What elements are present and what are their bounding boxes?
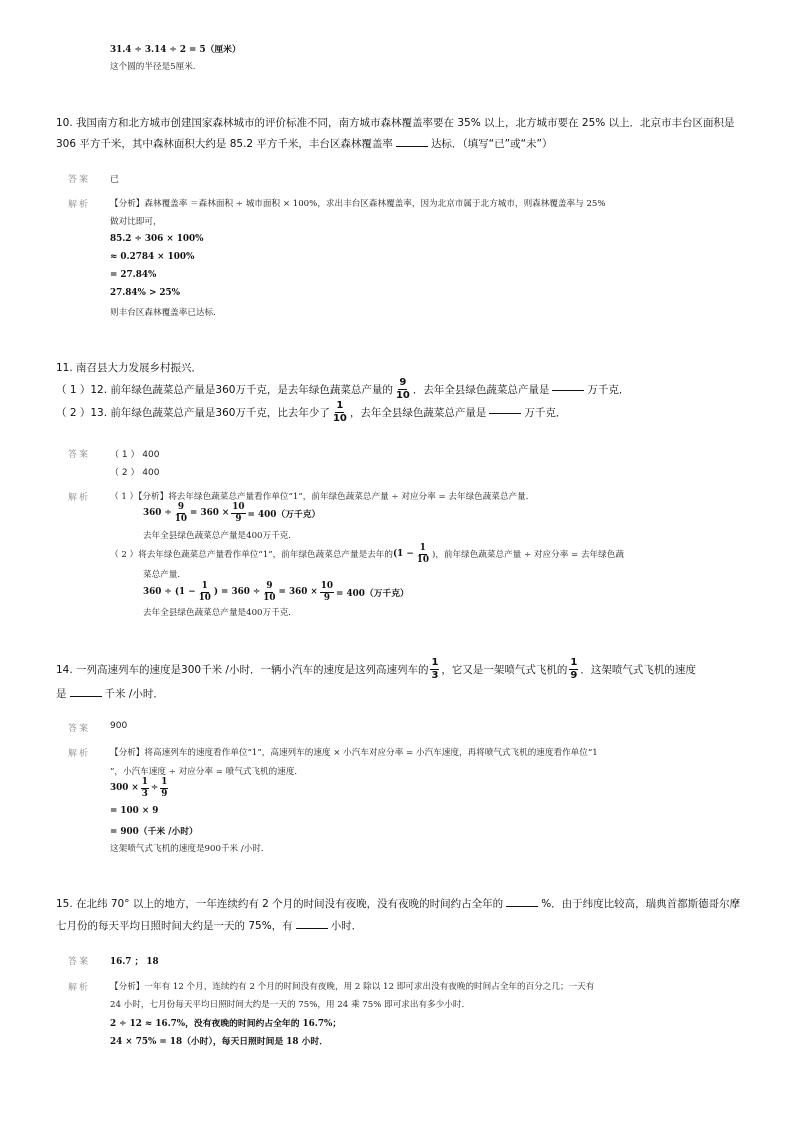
- text-segment: 15. 在北纬 70° 以上的地方，一年连续约有 2 个月的时间没有夜晚，没有夜晚的时间约占全年的: [56, 898, 504, 910]
- math-segment: = 360 ×: [278, 587, 318, 598]
- q11-title: 11. 南召县大力发展乡村振兴．: [56, 362, 203, 374]
- fraction-denominator: 9: [323, 592, 330, 603]
- fraction-denominator: 10: [416, 554, 429, 565]
- q14-math-1: [110, 778, 170, 799]
- text-segment: 小时．: [330, 920, 363, 932]
- fraction-numerator: 9: [266, 581, 273, 591]
- math-fraction: [174, 503, 188, 524]
- fraction-denominator: 10: [395, 390, 410, 401]
- math-fraction: [416, 544, 430, 565]
- fraction-numerator: 1: [419, 543, 426, 553]
- q14-fraction-1: [430, 658, 439, 681]
- q15-exp-line1: 【分析】一年有 12 个月，连续约有 2 个月的时间没有夜晚，用 2 除以 12 即可求出没有夜晚的时间占全年的百分之几；一天有: [110, 982, 595, 992]
- q14-fraction-2: [569, 658, 578, 681]
- math-segment: ) = 360 ÷: [213, 587, 261, 598]
- fraction-numerator: 1: [336, 400, 344, 411]
- q14-analysis-label: 解析: [68, 749, 91, 759]
- q14-blank[interactable]: [70, 695, 102, 697]
- math-fraction: [231, 503, 245, 524]
- q10-exp-line1: 【分析】森林覆盖率 ＝森林面积 ÷ 城市面积 × 100%，求出丰台区森林覆盖率，因为北京市属于北方城市，则森林覆盖率与 25%: [110, 199, 606, 209]
- q14-answer: 900: [110, 721, 128, 731]
- fraction-numerator: 10: [320, 581, 334, 591]
- q11-exp2-text2: 菜总产量．: [143, 570, 186, 580]
- q14-math-2: = 100 × 9: [110, 806, 159, 816]
- q14-math-3: = 900（千米 /小时）: [110, 827, 198, 837]
- text-segment: 七月份的每天平均日照时间大约是一天的 75%，有: [56, 920, 293, 932]
- q15-exp-line2: 24 小时，七月份每天平均日照时间大约是一天的 75%，用 24 乘 75% 即可求出有多少小时．: [110, 1000, 471, 1010]
- q15-answer-label: 答案: [68, 957, 91, 967]
- top-calc: 31.4 ÷ 3.14 ÷ 2 = 5（厘米）: [110, 45, 241, 55]
- fraction-denominator: 3: [141, 788, 148, 799]
- q10-math-4: 27.84% > 25%: [110, 288, 181, 298]
- math-fraction: [198, 582, 212, 603]
- fraction-denominator: 9: [161, 788, 168, 799]
- q15-text-line1: [56, 896, 740, 911]
- q11-part2-index: （ 2 ）: [56, 407, 91, 419]
- q15-math-2: 24 × 75% = 18（小时），每天日照时间是 18 小时．: [110, 1037, 328, 1047]
- q10-math-3: = 27.84%: [110, 270, 157, 280]
- fraction-numerator: 1: [161, 777, 168, 787]
- fraction-denominator: 3: [431, 670, 439, 681]
- q11-part2-text-a: 13. 前年绿色蔬菜总产量是360万千克，比去年少了: [90, 407, 330, 419]
- fraction-denominator: 10: [332, 413, 347, 424]
- text-segment: （ 2 ）将去年绿色蔬菜总产量看作单位“1”，前年绿色蔬菜总产量是去年的: [110, 550, 393, 561]
- text-segment: )，前年绿色蔬菜总产量 ÷ 对应分率 = 去年绿色蔬: [431, 550, 624, 561]
- q10-text-line2: [56, 136, 552, 151]
- text-segment: %．由于纬度比较高，瑞典首都斯德哥尔摩: [541, 898, 741, 910]
- q11-analysis-label: 解析: [68, 493, 91, 503]
- math-segment: = 400（万千克）: [247, 509, 321, 520]
- math-segment: 360 ÷ (1 −: [143, 587, 196, 598]
- q10-text-line2a: 306 平方千米，其中森林面积大约是 85.2 平方千米，丰台区森林覆盖率: [56, 138, 393, 150]
- q10-math-2: ≈ 0.2784 × 100%: [110, 252, 195, 262]
- text-segment: 千米 /小时．: [104, 688, 164, 700]
- fraction-denominator: 10: [198, 592, 211, 603]
- fraction-numerator: 1: [431, 657, 439, 668]
- q15-math-1: 2 ÷ 12 ≈ 16.7%，没有夜晚的时间约占全年的 16.7%；: [110, 1019, 342, 1029]
- q11-exp2-math: [143, 582, 409, 603]
- top-conclusion: 这个圆的半径是5厘米.: [110, 62, 196, 72]
- q10-math-1: 85.2 ÷ 306 × 100%: [110, 234, 204, 244]
- fraction-numerator: 9: [399, 377, 407, 388]
- fraction-numerator: 1: [141, 777, 148, 787]
- q10-conclusion: 则丰台区森林覆盖率已达标．: [110, 308, 222, 318]
- fraction-denominator: 10: [263, 592, 276, 603]
- q11-exp2-conclusion: 去年全县绿色蔬菜总产量是400万千克．: [143, 608, 297, 618]
- fraction-denominator: 9: [570, 670, 578, 681]
- math-segment: = 360 ×: [190, 508, 230, 519]
- math-fraction: [160, 778, 168, 799]
- q11-answer-label: 答案: [68, 450, 91, 460]
- q15-analysis-label: 解析: [68, 983, 91, 993]
- q10-blank[interactable]: [396, 145, 428, 147]
- q15-text-line2: [56, 918, 362, 933]
- q11-answer-2: （ 2 ） 400: [110, 468, 160, 478]
- q10-text-line1: 10. 我国南方和北方城市创建国家森林城市的评价标准不同，南方城市森林覆盖率要在 35% 以上，北方城市要在 25% 以上．北京市丰台区面积是: [56, 117, 735, 129]
- q11-part2-fraction: [332, 401, 348, 424]
- q11-part1-index: （ 1 ）: [56, 384, 91, 396]
- math-segment: (1 −: [393, 549, 414, 560]
- q10-text-line2b: 达标．（填写“已”或“未”）: [430, 138, 553, 150]
- q11-part1-fraction: [395, 378, 411, 401]
- fraction-numerator: 10: [232, 502, 245, 512]
- fraction-denominator: 10: [174, 513, 188, 524]
- q14-text-line2: [56, 686, 164, 701]
- q11-exp1-text: （ 1 ）【分析】将去年绿色蔬菜总产量看作单位“1”，前年绿色蔬菜总产量 ÷ 对应分率 = 去年绿色蔬菜总产量．: [110, 492, 535, 502]
- fraction-numerator: 1: [201, 581, 208, 591]
- math-segment: 300 ×: [110, 783, 139, 794]
- q11-part2-text-c: 万千克．: [524, 407, 567, 419]
- fraction-numerator: 9: [177, 502, 184, 512]
- q10-answer-label: 答案: [68, 175, 91, 185]
- fraction-denominator: 9: [235, 513, 242, 524]
- q14-conclusion: 这架喷气式飞机的速度是900千米 /小时．: [110, 844, 270, 854]
- q11-exp2-text: [110, 544, 624, 565]
- q11-part2: [56, 401, 566, 424]
- text-segment: ，它又是一架喷气式飞机的: [441, 664, 568, 676]
- q15-blank-1[interactable]: [506, 905, 538, 907]
- q10-answer: 已: [110, 175, 120, 185]
- math-fraction: [262, 582, 276, 603]
- q14-exp-line2: ”，小汽车速度 ÷ 对应分率 = 喷气式飞机的速度．: [110, 767, 304, 777]
- q15-blank-2[interactable]: [296, 927, 328, 929]
- q11-part1-blank[interactable]: [552, 389, 584, 391]
- q11-answer-1: （ 1 ） 400: [110, 450, 160, 460]
- q11-exp1-conclusion: 去年全县绿色蔬菜总产量是400万千克．: [143, 531, 297, 541]
- text-segment: 14. 一列高速列车的速度是300千米 /小时．一辆小汽车的速度是这列高速列车的: [56, 664, 429, 676]
- q14-text-line1: [56, 658, 696, 681]
- q11-part1-text-c: 万千克．: [587, 384, 630, 396]
- q14-answer-label: 答案: [68, 724, 91, 734]
- math-segment: 360 ÷: [143, 508, 172, 519]
- math-fraction: [141, 778, 149, 799]
- math-fraction: [320, 582, 334, 603]
- q11-part2-blank[interactable]: [489, 412, 521, 414]
- q10-analysis-label: 解析: [68, 200, 91, 210]
- q14-exp-line1: 【分析】将高速列车的速度看作单位“1”，高速列车的速度 × 小汽车对应分率 = 小汽车速度，再将喷气式飞机的速度看作单位“1: [110, 748, 598, 758]
- fraction-numerator: 1: [570, 657, 578, 668]
- q11-part1: [56, 378, 629, 401]
- math-segment: ÷: [150, 783, 159, 794]
- q10-exp-line2: 做对比即可，: [110, 217, 162, 227]
- q11-part1-text-b: ．去年全县绿色蔬菜总产量是: [412, 384, 550, 396]
- q11-exp1-math: [143, 503, 320, 524]
- text-segment: ．这架喷气式飞机的速度: [580, 664, 696, 676]
- q15-answer: 16.7 ； 18: [110, 957, 159, 967]
- math-segment: = 400（万千克）: [336, 588, 409, 599]
- text-segment: 是: [56, 688, 67, 700]
- q11-part1-text-a: 12. 前年绿色蔬菜总产量是360万千克，是去年绿色蔬菜总产量的: [90, 384, 393, 396]
- q11-part2-text-b: ，去年全县绿色蔬菜总产量是: [349, 407, 487, 419]
